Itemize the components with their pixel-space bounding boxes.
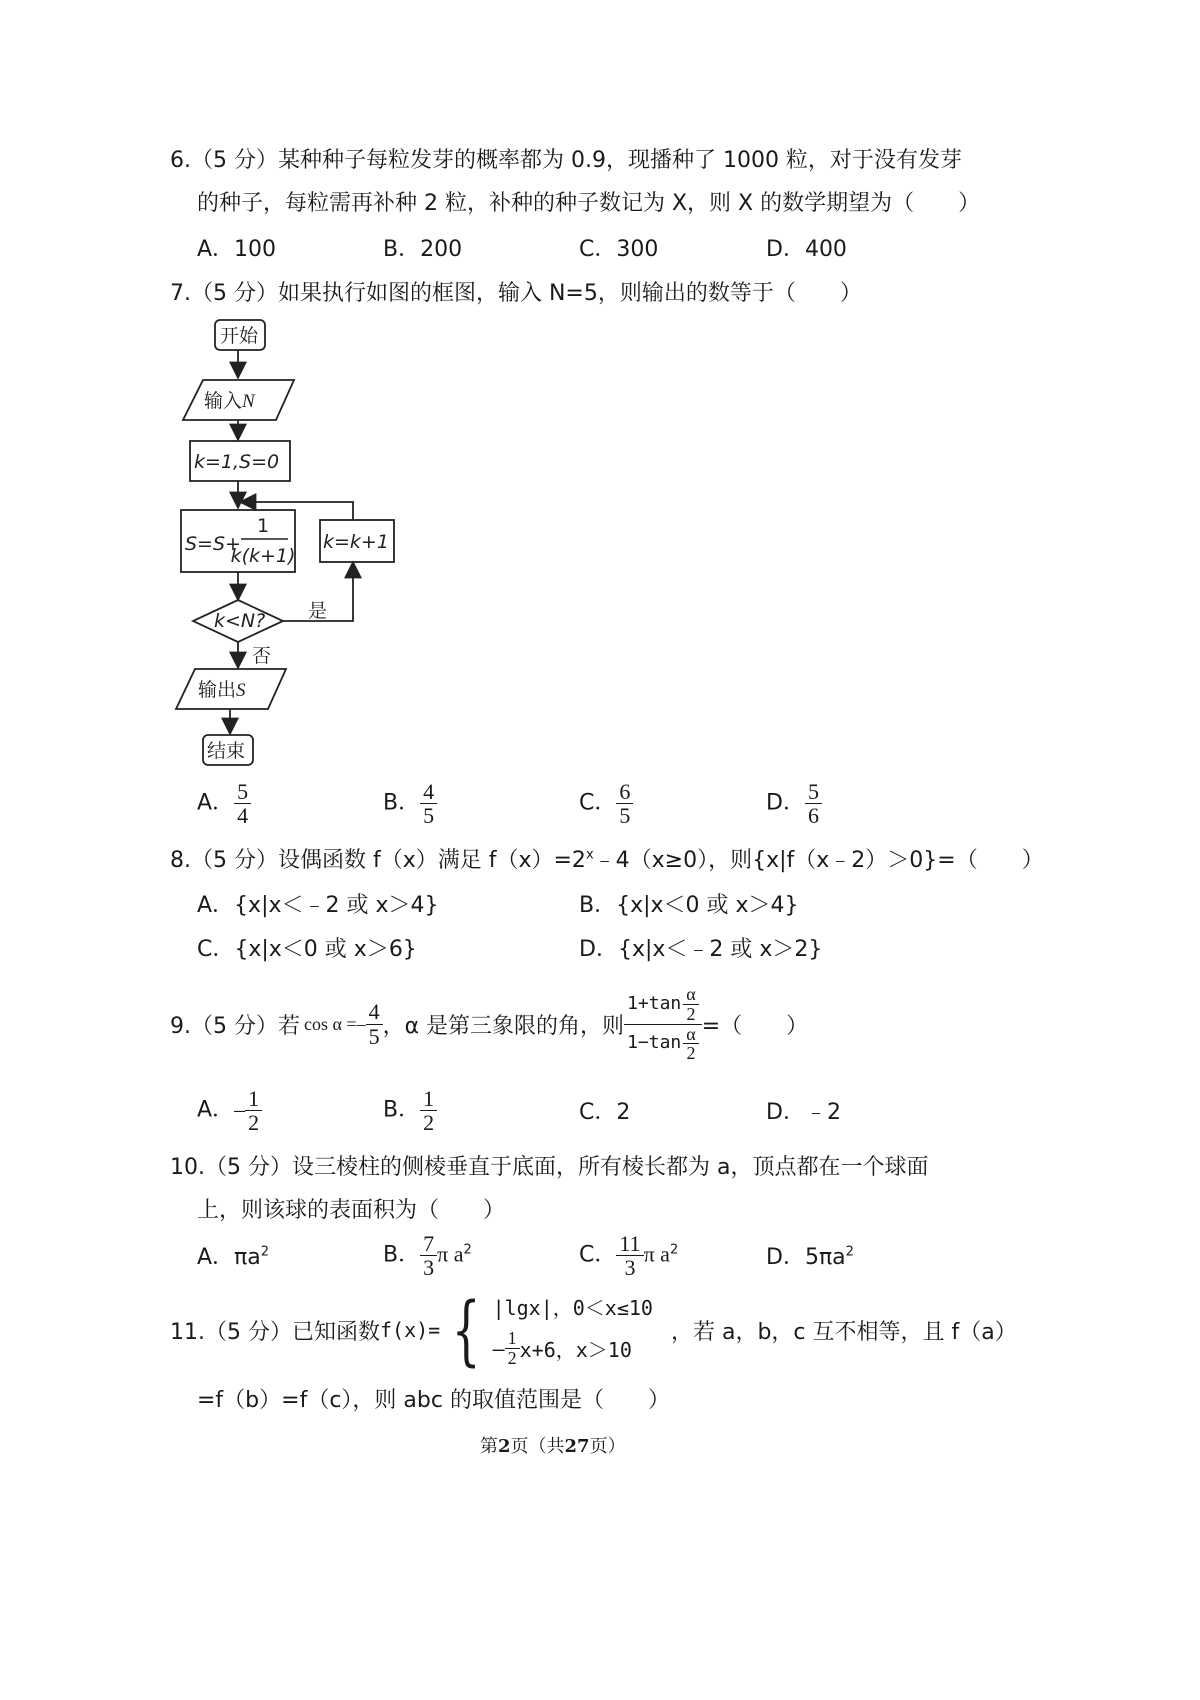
flow-yes-label: 是 [308, 600, 328, 622]
q9-option-d: D．﹣2 [766, 1100, 841, 1125]
page-footer: 第2页（共27页） [480, 1436, 626, 1457]
q10-option-d: D．$5\pi a^2$ [766, 1244, 854, 1270]
flow-condition-label: k<N? [214, 610, 266, 632]
q10-option-b: B． $\frac{7}{3}$ π $a^2$ [383, 1231, 472, 1281]
flow-update-prefix: S=S+ [185, 533, 241, 555]
q8-option-a: A．{x|x＜﹣2 或 x＞4} [197, 893, 439, 918]
q7-flowchart [170, 310, 430, 780]
q11-text: 11.（5 分）已知函数 f(x)= { |lgx|，0＜x≤10 – $\frac{1}{2}$ x+6，x＞10 ，若 a，b，c 互不相等，且 f（a） [170, 1285, 1017, 1374]
q6-line2: 的种子，每粒需再补种 2 粒，补种的种子数记为 X，则 X 的数学期望为（ ） [197, 191, 981, 216]
q8-option-b: B．{x|x＜0 或 x＞4} [579, 893, 799, 918]
q6-option-d: D．400 [766, 237, 847, 262]
q8-option-c: C．{x|x＜0 或 x＞6} [197, 937, 417, 962]
q8-option-d: D．{x|x＜﹣2 或 x＞2} [579, 937, 823, 962]
q10-option-a: A．$\pi a^2$ [197, 1244, 270, 1270]
flow-start-label: 开始 [220, 325, 259, 347]
q9-option-b: B． $\frac{1}{2}$ [383, 1087, 437, 1134]
q7-option-d: D． $\frac{5}{6}$ [766, 780, 822, 827]
flow-init-label: k=1,S=0 [194, 451, 280, 473]
flow-update-den: k(k+1) [230, 545, 296, 567]
q7-text: 7.（5 分）如果执行如图的框图，输入 N=5，则输出的数等于（ ） [170, 281, 862, 306]
q7-option-c: C． $\frac{6}{5}$ [579, 780, 633, 827]
flow-end-label: 结束 [207, 740, 246, 762]
q10-option-c: C． $\frac{11}{3}$ π $a^2$ [579, 1231, 679, 1281]
q8-text: 8.（5 分）设偶函数 f（x）满足 $f(x)=2^x﹣4(x\ge 0)$，则{x|f（x﹣2）＞0}=（ ） [170, 847, 1044, 873]
flow-increment-label: k=k+1 [323, 531, 389, 553]
q9-option-c: C．2 [579, 1100, 631, 1125]
q10-line1: 10.（5 分）设三棱柱的侧棱垂直于底面，所有棱长都为 a，顶点都在一个球面 [170, 1155, 929, 1180]
flow-no-label: 否 [252, 645, 272, 667]
q6-option-b: B．200 [383, 237, 463, 262]
q11-piecewise: f(x)= { |lgx|，0＜x≤10 – $\frac{1}{2}$ x+6，x＞10 [379, 1285, 653, 1374]
q10-line2: 上，则该球的表面积为（ ） [197, 1198, 506, 1223]
q6-option-a: A．100 [197, 237, 277, 262]
q7-option-a: A． $\frac{5}{4}$ [197, 780, 251, 827]
q11-line2: =f（b）=f（c），则 abc 的取值范围是（ ） [197, 1388, 670, 1413]
flow-update-num: 1 [256, 515, 270, 537]
flow-input-label: 输入N [204, 390, 255, 412]
flow-output-label: 输出S [198, 679, 246, 701]
q6-option-c: C．300 [579, 237, 659, 262]
q6-line1: 6.（5 分）某种种子每粒发芽的概率都为 0.9，现播种了 1000 粒，对于没有发芽 [170, 148, 962, 173]
q9-text: 9.（5 分）若 cos α =– $\frac{4}{5}$ ，α 是第三象限的角，则 1+tan $\frac{\alpha}{2}$ 1−tan $\frac{\alpha}{2}$ =（ ） [170, 983, 809, 1064]
q7-option-b: B． $\frac{4}{5}$ [383, 780, 437, 827]
q9-option-a: A．– $\frac{1}{2}$ [197, 1087, 262, 1134]
